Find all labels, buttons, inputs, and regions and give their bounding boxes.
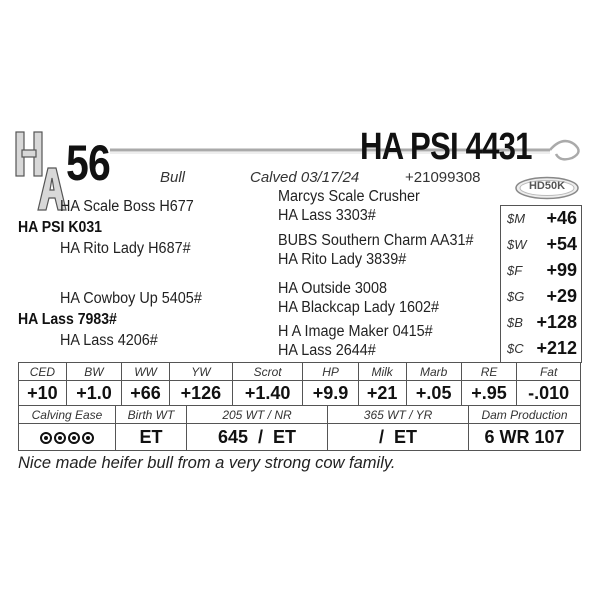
index-row: [501, 284, 581, 310]
ggp-8: HA Lass 2644#: [278, 342, 376, 359]
epd-value: +21: [358, 381, 406, 406]
calving-ease-header: Calving Ease: [19, 406, 116, 424]
calving-ease-value: [19, 424, 116, 451]
comment-text: Nice made heifer bull from a very strong cow family.: [18, 454, 396, 472]
index-value: +128: [536, 312, 577, 332]
epd-header: Marb: [406, 363, 461, 381]
dam-sire: HA Cowboy Up 5405#: [60, 290, 202, 307]
dam-production-value: 6 WR 107: [469, 424, 581, 451]
hd50k-badge-text: HD50K: [528, 180, 566, 192]
index-row: [501, 258, 581, 284]
epd-value: +1.0: [66, 381, 121, 406]
wt205-value: 645 / ET: [187, 424, 328, 451]
index-row: [501, 206, 581, 232]
epd-value: +10: [19, 381, 67, 406]
index-row: [501, 232, 581, 258]
lot-number: 56: [66, 135, 110, 191]
dam-dam: HA Lass 4206#: [60, 332, 158, 349]
epd-table: [18, 362, 581, 406]
birth-wt-value: ET: [116, 424, 187, 451]
performance-table: [18, 405, 581, 451]
epd-value: +66: [122, 381, 170, 406]
calving-ease-dot: [40, 432, 52, 444]
index-label: $M: [507, 211, 526, 226]
epd-value: +126: [169, 381, 232, 406]
calving-ease-dot: [82, 432, 94, 444]
registration-number: +21099308: [405, 169, 481, 186]
birth-wt-header: Birth WT: [116, 406, 187, 424]
calving-ease-dot: [54, 432, 66, 444]
sire-dam: HA Rito Lady H687#: [60, 240, 191, 257]
epd-header: WW: [122, 363, 170, 381]
epd-header: RE: [461, 363, 516, 381]
ggp-1: Marcys Scale Crusher: [278, 188, 420, 205]
index-row: [501, 336, 581, 362]
ggp-7: H A Image Maker 0415#: [278, 323, 433, 340]
epd-value: +9.9: [303, 381, 358, 406]
epd-header: CED: [19, 363, 67, 381]
animal-name: HA PSI 4431: [360, 126, 532, 168]
index-label: $G: [507, 289, 525, 304]
ggp-2: HA Lass 3303#: [278, 207, 376, 224]
index-label: $C: [507, 341, 524, 356]
wt205-header: 205 WT / NR: [187, 406, 328, 424]
epd-header: Scrot: [232, 363, 303, 381]
epd-header: Fat: [517, 363, 581, 381]
wt365-header: 365 WT / YR: [328, 406, 469, 424]
epd-value: +1.40: [232, 381, 303, 406]
epd-value: +.05: [406, 381, 461, 406]
epd-header: HP: [303, 363, 358, 381]
calving-ease-dot: [68, 432, 80, 444]
sex-label: Bull: [160, 169, 186, 186]
wt365-value: / ET: [328, 424, 469, 451]
dam: HA Lass 7983#: [18, 311, 117, 328]
ggp-5: HA Outside 3008: [278, 280, 387, 297]
ggp-4: HA Rito Lady 3839#: [278, 251, 407, 268]
epd-header-row: [19, 363, 581, 381]
calved-date: Calved 03/17/24: [250, 169, 360, 186]
index-value: +99: [546, 260, 577, 280]
sire: HA PSI K031: [18, 219, 102, 236]
index-label: $W: [507, 237, 527, 252]
dam-production-header: Dam Production: [469, 406, 581, 424]
epd-value-row: [19, 381, 581, 406]
index-row: [501, 310, 581, 336]
performance-header-row: [19, 406, 581, 424]
sire-sire: HA Scale Boss H677: [60, 198, 194, 215]
epd-header: BW: [66, 363, 121, 381]
performance-value-row: [19, 424, 581, 451]
hd50k-badge: [514, 176, 580, 200]
index-value: +46: [546, 208, 577, 228]
ggp-3: BUBS Southern Charm AA31#: [278, 232, 474, 249]
ggp-6: HA Blackcap Lady 1602#: [278, 299, 440, 316]
epd-value: +.95: [461, 381, 516, 406]
calving-ease-dots: [40, 432, 94, 444]
dollar-index-box: [500, 205, 582, 363]
index-value: +29: [546, 286, 577, 306]
index-label: $F: [507, 263, 523, 278]
index-label: $B: [507, 315, 523, 330]
epd-header: Milk: [358, 363, 406, 381]
index-value: +54: [546, 234, 577, 254]
index-value: +212: [536, 338, 577, 358]
epd-value: -.010: [517, 381, 581, 406]
epd-header: YW: [169, 363, 232, 381]
